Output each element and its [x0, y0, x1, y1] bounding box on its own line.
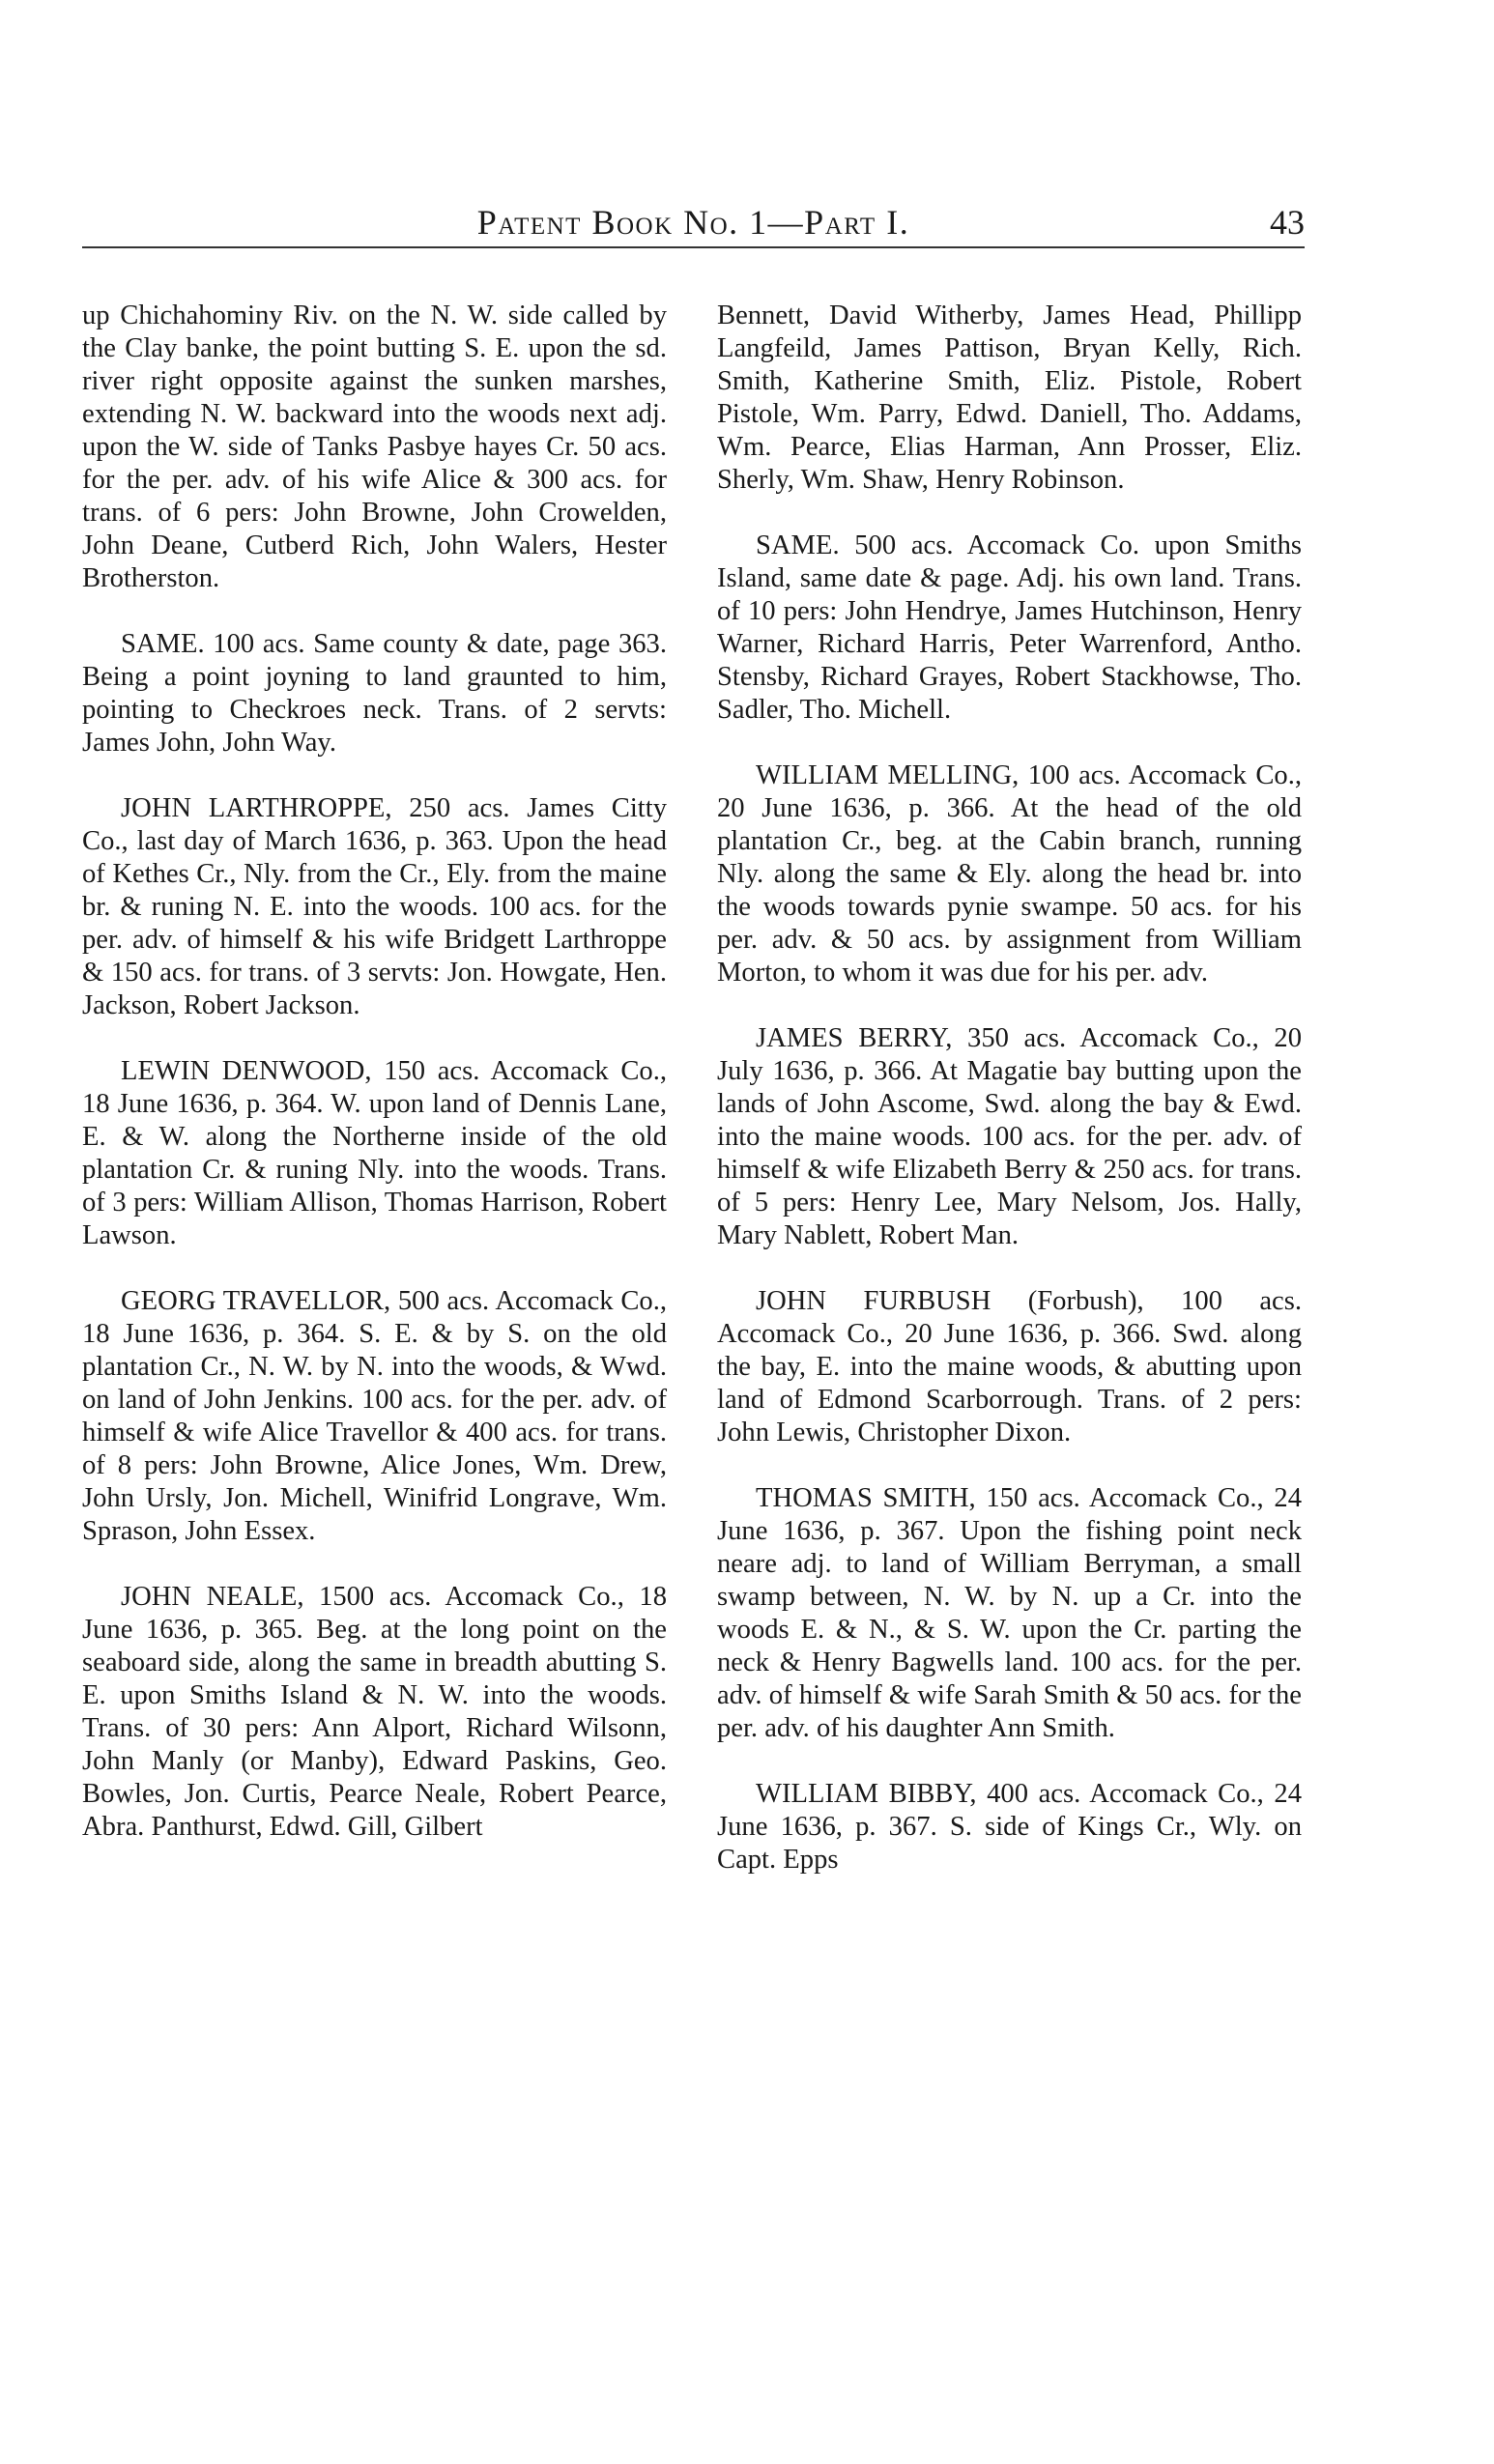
entry-paragraph: JOHN NEALE, 1500 acs. Accomack Co., 18 June 1636, p. 365. Beg. at the long point on the seaboard side, along the same in breadth abutting S. E. upon Smiths Island & N. W. into the woods. Trans. of 30 pers: Ann Alport, Richard Wilsonn, John Manly (or Manby), Edward Paskins, Geo. Bowles, Jon. Curtis, Pearce Neale, Robert Pearce, Abra. Panthurst, Edwd. Gill, Gilbert	[82, 1582, 667, 1842]
entry-paragraph: THOMAS SMITH, 150 acs. Accomack Co., 24 June 1636, p. 367. Upon the fishing point neck neare adj. to land of William Berryman, a small swamp between, N. W. by N. up a Cr. into the woods E. & N., & S. W. upon the Cr. parting the neck & Henry Bagwells land. 100 acs. for the per. adv. of himself & wife Sarah Smith & 50 acs. for the per. adv. of his daughter Ann Smith.	[717, 1483, 1302, 1743]
running-header	[82, 198, 1305, 248]
entry-paragraph: SAME. 500 acs. Accomack Co. upon Smiths Island, same date & page. Adj. his own land. Trans. of 10 pers: John Hendrye, James Hutchinson, Henry Warner, Richard Harris, Peter Warrenford, Antho. Stensby, Richard Grayes, Robert Stackhowse, Tho. Sadler, Tho. Michell.	[717, 530, 1302, 725]
entry-paragraph: LEWIN DENWOOD, 150 acs. Accomack Co., 18 June 1636, p. 364. W. upon land of Dennis Lane, E. & W. along the Northerne inside of the old plantation Cr. & runing Nly. into the woods. Trans. of 3 pers: William Allison, Thomas Harrison, Robert Lawson.	[82, 1056, 667, 1250]
entry-paragraph: JOHN LARTHROPPE, 250 acs. James Citty Co., last day of March 1636, p. 363. Upon the head of Kethes Cr., Nly. from the Cr., Ely. from the maine br. & runing N. E. into the woods. 100 acs. for the per. adv. of himself & his wife Bridgett Larthroppe & 150 acs. for trans. of 3 servts: Jon. Howgate, Hen. Jackson, Robert Jackson.	[82, 793, 667, 1020]
entry-paragraph: Bennett, David Witherby, James Head, Phillipp Langfeild, James Pattison, Bryan Kelly, Rich. Smith, Katherine Smith, Eliz. Pistole, Robert Pistole, Wm. Parry, Edwd. Daniell, Tho. Addams, Wm. Pearce, Elias Harman, Ann Prosser, Eliz. Sherly, Wm. Shaw, Henry Robinson.	[717, 301, 1302, 495]
entry-paragraph: WILLIAM BIBBY, 400 acs. Accomack Co., 24 June 1636, p. 367. S. side of Kings Cr., Wly. on Capt. Epps	[717, 1779, 1302, 1875]
entry-paragraph: WILLIAM MELLING, 100 acs. Accomack Co., 20 June 1636, p. 366. At the head of the old plantation Cr., beg. at the Cabin branch, running Nly. along the same & Ely. along the head br. into the woods towards pynie swampe. 50 acs. for his per. adv. & 50 acs. by assignment from William Morton, to whom it was due for his per. adv.	[717, 760, 1302, 988]
entry-paragraph: GEORG TRAVELLOR, 500 acs. Accomack Co., 18 June 1636, p. 364. S. E. & by S. on the old plantation Cr., N. W. by N. into the woods, & Wwd. on land of John Jenkins. 100 acs. for the per. adv. of himself & wife Alice Travellor & 400 acs. for trans. of 8 pers: John Browne, Alice Jones, Wm. Drew, John Ursly, Jon. Michell, Winifrid Longrave, Wm. Sprason, John Essex.	[82, 1286, 667, 1546]
entry-paragraph: SAME. 100 acs. Same county & date, page 363. Being a point joyning to land graunted to him, pointing to Checkroes neck. Trans. of 2 servts: James John, John Way.	[82, 629, 667, 758]
header-title: Patent Book No. 1—Part I.	[476, 203, 910, 242]
right-column	[717, 300, 1302, 1877]
left-column	[82, 300, 667, 1844]
entry-paragraph: JAMES BERRY, 350 acs. Accomack Co., 20 July 1636, p. 366. At Magatie bay butting upon the lands of John Ascome, Swd. along the bay & Ewd. into the maine woods. 100 acs. for the per. adv. of himself & wife Elizabeth Berry & 250 acs. for trans. of 5 pers: Henry Lee, Mary Nelsom, Jos. Hally, Mary Nablett, Robert Man.	[717, 1023, 1302, 1250]
entry-paragraph: up Chichahominy Riv. on the N. W. side called by the Clay banke, the point butting S. E. upon the sd. river right opposite against the sunken marshes, extending N. W. backward into the woods next adj. upon the W. side of Tanks Pasbye hayes Cr. 50 acs. for the per. adv. of his wife Alice & 300 acs. for trans. of 6 pers: John Browne, John Crowelden, John Deane, Cutberd Rich, John Walers, Hester Brotherston.	[82, 301, 667, 593]
entry-paragraph: JOHN FURBUSH (Forbush), 100 acs. Accomack Co., 20 June 1636, p. 366. Swd. along the bay, E. into the maine woods, & abutting upon land of Edmond Scarborrough. Trans. of 2 pers: John Lewis, Christopher Dixon.	[717, 1286, 1302, 1447]
page-number: 43	[1270, 203, 1305, 242]
